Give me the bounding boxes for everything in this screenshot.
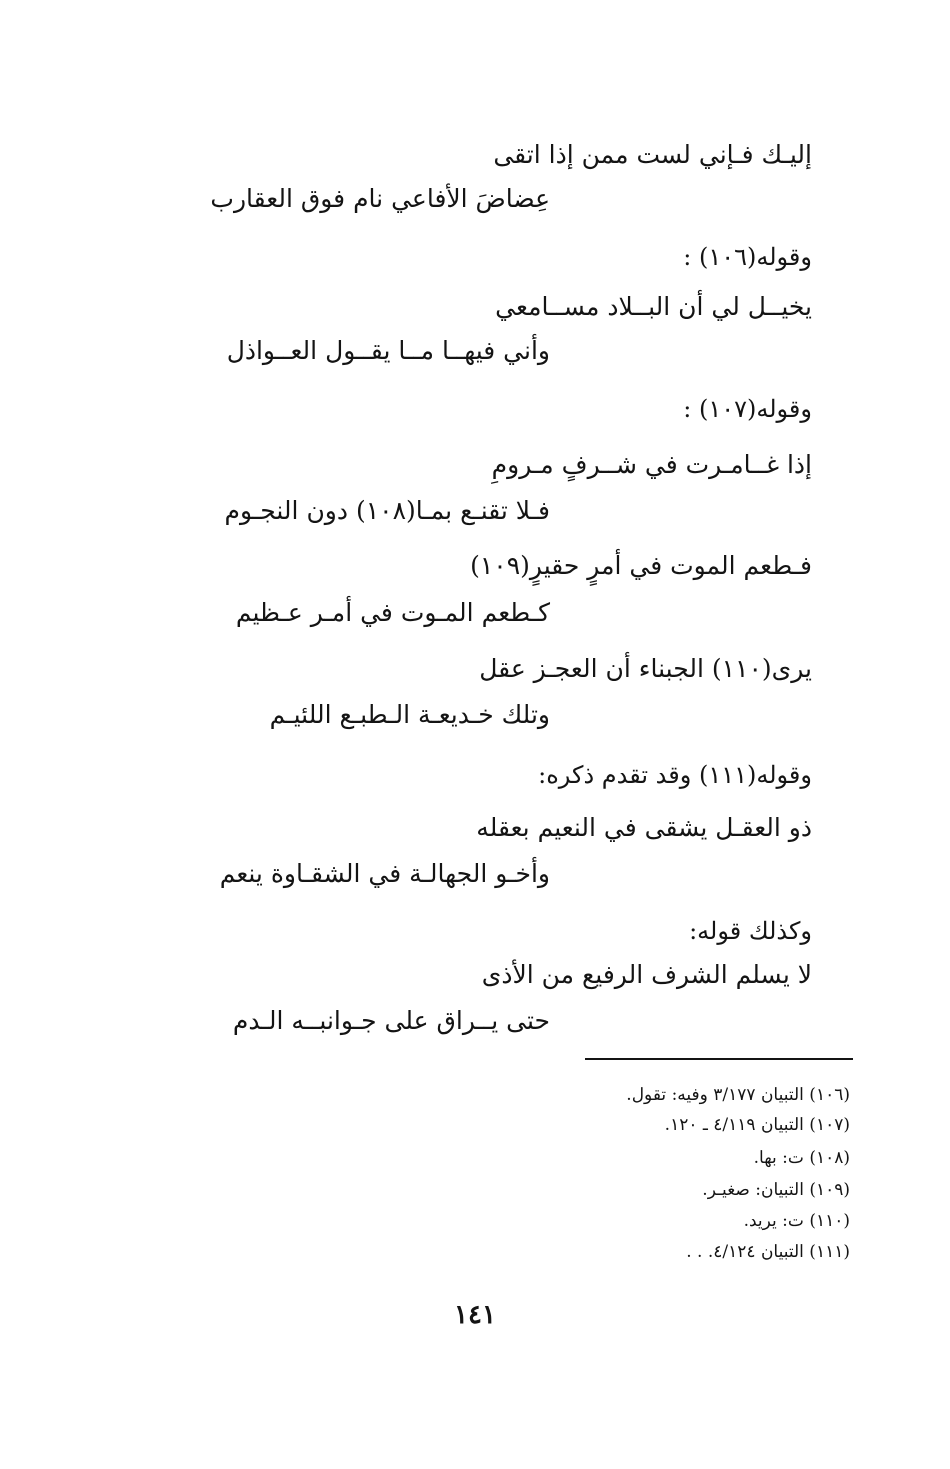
footnote-110: (١١٠) ت: يريد. bbox=[743, 1211, 850, 1231]
page-number: ١٤١ bbox=[454, 1300, 496, 1330]
footnote-separator bbox=[585, 1058, 853, 1060]
verse-7-second-hemistich: حتى يــراق على جـوانبــه الـدم bbox=[232, 1006, 550, 1035]
footnote-106: (١٠٦) التبيان ٣/١٧٧ وفيه: تقول. bbox=[626, 1085, 850, 1105]
verse-2-first-hemistich: يخيــل لي أن البــلاد مســامعي bbox=[495, 292, 812, 321]
verse-5-second-hemistich: وتلك خـديعـة الـطبـع اللئيـم bbox=[269, 700, 550, 729]
verse-4-first-hemistich: فـطعم الموت في أمرٍ حقيرٍ(١٠٩) bbox=[470, 551, 812, 580]
intro-line-106: وقوله(١٠٦) : bbox=[683, 243, 812, 271]
intro-line-kadhalik: وكذلك قوله: bbox=[689, 917, 812, 945]
verse-1-first-hemistich: إليـك فـإني لست ممن إذا اتقى bbox=[493, 140, 812, 169]
verse-7-first-hemistich: لا يسلم الشرف الرفيع من الأذى bbox=[481, 960, 812, 989]
verse-3-first-hemistich: إذا غــامـرت في شــرفٍ مـرومِ bbox=[491, 450, 812, 479]
footnote-109: (١٠٩) التبيان: صغيـر. bbox=[702, 1180, 850, 1200]
verse-6-second-hemistich: وأخـو الجهالـة في الشقـاوة ينعم bbox=[219, 859, 550, 888]
verse-5-first-hemistich: يرى(١١٠) الجبناء أن العجـز عقل bbox=[479, 654, 812, 683]
intro-line-111: وقوله(١١١) وقد تقدم ذكره: bbox=[538, 761, 812, 789]
verse-1-second-hemistich: عِضاضَ الأفاعي نام فوق العقارب bbox=[210, 184, 550, 213]
footnote-107: (١٠٧) التبيان ٤/١١٩ ـ ١٢٠. bbox=[664, 1115, 850, 1135]
verse-2-second-hemistich: وأني فيهــا مــا يقــول العــواذل bbox=[226, 336, 550, 365]
intro-line-107: وقوله(١٠٧) : bbox=[683, 395, 812, 423]
footnote-108: (١٠٨) ت: بها. bbox=[753, 1148, 850, 1168]
verse-3-second-hemistich: فـلا تقنـع بمـا(١٠٨) دون النجـوم bbox=[224, 496, 550, 525]
verse-6-first-hemistich: ذو العقـل يشقى في النعيم بعقله bbox=[476, 813, 812, 842]
verse-4-second-hemistich: كـطعم المـوت في أمـر عـظيم bbox=[235, 598, 550, 627]
footnote-111: (١١١) التبيان ٤/١٢٤. . . bbox=[686, 1242, 850, 1262]
